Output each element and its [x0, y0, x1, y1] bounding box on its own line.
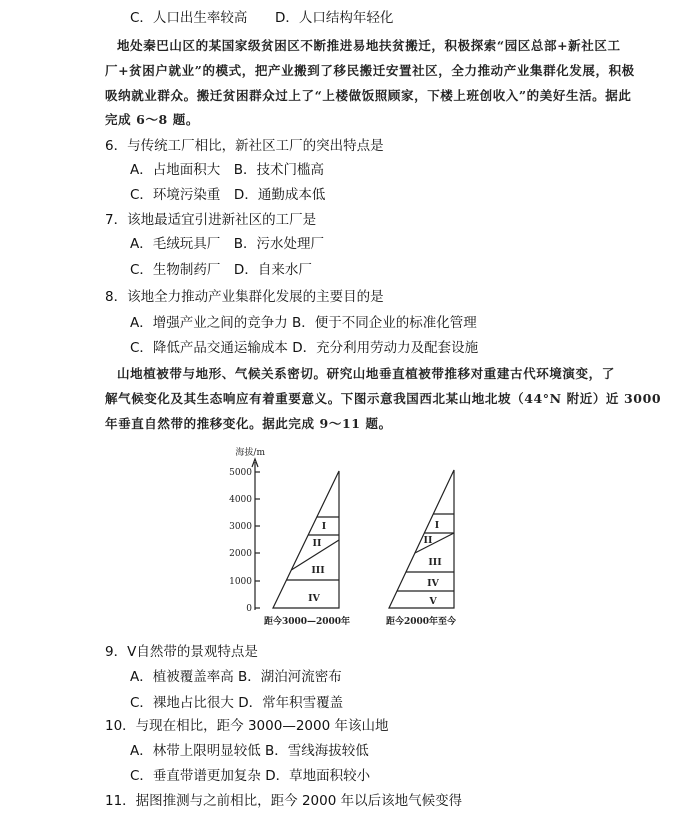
- passage1-line: 吸纳就业群众。搬迁贫困群众过上了“上楼做饭照顾家，下楼上班创收入”的美好生活。据此: [105, 88, 632, 103]
- q10-stem: 10．与现在相比，距今 3000—2000 年该山地: [105, 718, 389, 734]
- q9-options: C．裸地占比很大 D．常年积雪覆盖: [130, 695, 344, 711]
- y-tick: 1000: [229, 577, 252, 587]
- zone-label: V: [429, 596, 437, 607]
- left-mountain-profile: [273, 471, 339, 608]
- q11-stem: 11．据图推测与之前相比，距今 2000 年以后该地气候变得: [105, 793, 463, 809]
- zone-label: II: [423, 535, 433, 546]
- passage2-line: 解气候变化及其生态响应有着重要意义。下图示意我国西北某山地北坡（44°N 附近）近 3000: [105, 391, 662, 406]
- y-tick: 2000: [229, 549, 252, 559]
- zone-label: IV: [427, 578, 439, 589]
- q8-options: C．降低产品交通运输成本 D．充分利用劳动力及配套设施: [130, 340, 479, 356]
- y-tick: 0: [246, 604, 252, 614]
- y-tick: 4000: [229, 495, 252, 505]
- q9-options: A．植被覆盖率高 B．湖泊河流密布: [130, 669, 342, 685]
- passage1-line: 地处秦巴山区的某国家级贫困区不断推进易地扶贫搬迁，积极探索“园区总部+新社区工: [117, 38, 621, 53]
- q7-options: A．毛绒玩具厂 B．污水处理厂: [130, 236, 324, 252]
- zone-label: I: [321, 521, 327, 532]
- q7-stem: 7．该地最适宜引进新社区的工厂是: [105, 212, 317, 228]
- left-caption: 距今3000—2000年: [263, 617, 351, 627]
- q6-stem: 6．与传统工厂相比，新社区工厂的突出特点是: [105, 138, 384, 154]
- y-tick: 3000: [229, 522, 252, 532]
- zone-label: III: [428, 557, 442, 568]
- q6-options: A．占地面积大 B．技术门槛高: [130, 162, 324, 178]
- q9-stem: 9．V自然带的景观特点是: [105, 644, 258, 660]
- q8-stem: 8．该地全力推动产业集群化发展的主要目的是: [105, 289, 384, 305]
- zone-label: I: [434, 520, 440, 531]
- passage2-line: 山地植被带与地形、气候关系密切。研究山地垂直植被带推移对重建古代环境演变，了: [117, 366, 615, 381]
- y-tick: 5000: [229, 468, 252, 478]
- right-mountain-profile: [389, 470, 454, 608]
- zone-label: II: [312, 538, 322, 549]
- passage2-line: 年垂直自然带的推移变化。据此完成 9～11 题。: [105, 416, 392, 431]
- q10-options: C．垂直带谱更加复杂 D．草地面积较小: [130, 768, 371, 784]
- q7-options: C．生物制药厂 D．自来水厂: [130, 262, 312, 278]
- passage1-line: 厂+贫困户就业”的模式，把产业搬到了移民搬迁安置社区，全力推动产业集群化发展，积极: [105, 63, 635, 78]
- q5-option-d: D．人口结构年轻化: [275, 10, 394, 26]
- q8-options: A．增强产业之间的竞争力 B．便于不同企业的标准化管理: [130, 315, 477, 331]
- right-caption: 距今2000年至今: [385, 617, 457, 627]
- q6-options: C．环境污染重 D．通勤成本低: [130, 187, 326, 203]
- zone-label: IV: [308, 593, 320, 604]
- zone-label: III: [311, 565, 325, 576]
- q10-options: A．林带上限明显较低 B．雪线海拔较低: [130, 743, 369, 759]
- q5-option-c: C．人口出生率较高: [130, 10, 248, 26]
- passage1-line: 完成 6～8 题。: [105, 112, 199, 127]
- y-axis-label: 海拔/m: [235, 448, 265, 458]
